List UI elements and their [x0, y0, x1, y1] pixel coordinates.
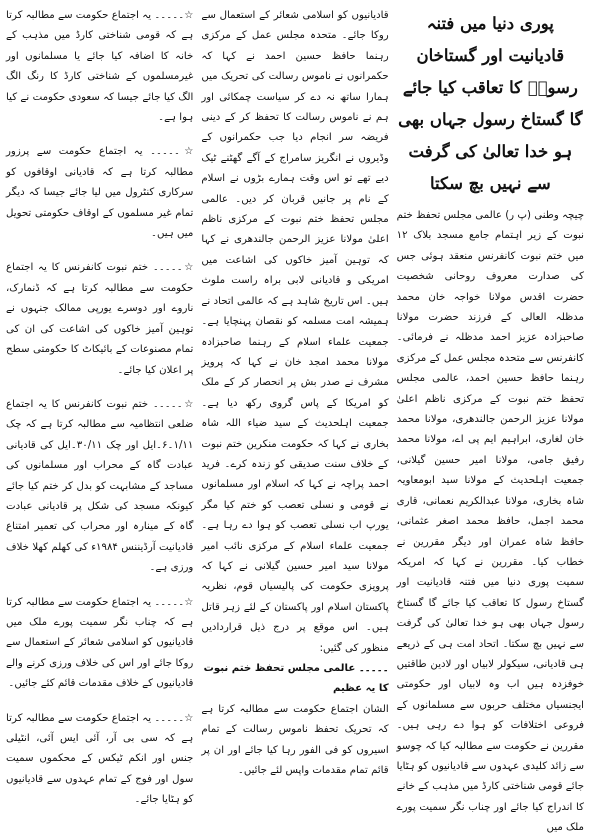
demand-item	[6, 258, 193, 380]
middle-column-body: قادیانیوں کو اسلامی شعائر کے استعمال سے روکا جائے۔ متحدہ مجلس عمل کے مرکزی رہنما حافظ حسین احمد نے کہا کہ حکمرانوں نے ناموس رسالت کی تحریک میں ہمارا ساتھ نہ دے کر سیاست چمکائی اور ہم نے ناموس رسالت کا تحفظ کر کے دینی فریضہ سر انجام دیا جب حکمرانوں کے وڈیروں نے انگریز سامراج کے آگے گھٹنے ٹیک دیے تھے تو اس وقت ہمارے بڑوں نے اسلام کے نام پر جانیں قربان کر دیں۔ عالمی مجلس تحفظ ختم نبوت کے مرکزی ناظم اعلیٰ مولانا عزیز الرحمن جالندھری نے کہا کہ توہین آمیز خاکوں کی اشاعت میں امریکی و قادیانی لابی براہ راست ملوث ہیں۔ اس تاریخ شاہد ہے کہ عالمی اتحاد نے ہمیشہ امت مسلمہ کو نقصان پہنچایا ہے۔ جمعیت علماء اسلام کے رہنما صاحبزادہ مولانا محمد امجد خان نے کہا کہ پرویز مشرف نے صدر بش پر انحصار کر کے ملک کو امریکا کے پاس گروی رکھ دیا ہے۔ جمعیت اہلحدیث کے سید ضیاء اللہ شاہ بخاری نے کہا کہ حکومت منکرین ختم نبوت کے خلاف سنت صدیقی کو زندہ کرے۔ فرید احمد پراچہ نے کہا کہ اسلام اور مسلمانوں نے قومی و نسلی تعصب کو ختم کیا مگر یورپ اب نسلی تعصب کو ہوا دے رہا ہے۔ جمعیت علماء اسلام کے مرکزی نائب امیر مولانا سید امیر حسین گیلانی نے کہا کہ پرویزی حکومت کی پالیسیاں قوم، نظریہ پاکستان اسلام اور پاکستان کے لئے زہر قاتل ہیں۔ اس موقع پر درج ذیل قراردادیں منظور کی گئیں:	[201, 10, 389, 654]
demand-text: ☆۔۔۔۔۔ یہ اجتماع حکومت سے مطالبہ کرتا ہے کہ قومی شناختی کارڈ میں مذہب کے خانہ کا اضافہ کیا جائے یا مسلمانوں اور غیرمسلموں کے شناختی کارڈ کا رنگ الگ الگ کیا جائے جیسا کہ سعودی حکومت نے کیا ہوا ہے۔	[6, 10, 194, 124]
demand-text: ☆۔۔۔۔۔ ختم نبوت کانفرنس کا یہ اجتماع حکومت سے مطالبہ کرتا ہے کہ ڈنمارک، ناروے اور دوسرے یورپی ممالک جنہوں نے توہین آمیز خاکوں کی اشاعت کی ان کی تمام مصنوعات کے بائیکاٹ کا حکومتی سطح پر اعلان کیا جائے۔	[6, 262, 194, 376]
demand-item	[6, 395, 193, 579]
demand-text: ☆۔۔۔۔۔ یہ اجتماع حکومت سے مطالبہ کرتا ہے کہ سی بی آر، آئی ایس آئی، انٹیلی جنس اور انکم ٹیکس کے محکموں سمیت سول اور فوج کے تمام عہدوں سے قادیانیوں کو ہٹایا جائے۔	[6, 712, 194, 806]
demand-text: ☆۔۔۔۔۔ ختم نبوت کانفرنس کا یہ اجتماع ضلعی انتظامیہ سے مطالبہ کرتا ہے کہ چک ۱/۱۱۔۶۔ایل اور چک ۳۰/۱۱۔ایل کی قادیانی عبادت گاہ کے محراب اور مسلمانوں کی مساجد کے مشابہت کو بدل کر ختم کیا جائے کیونکہ مسجد کی شکل پر قادیانی عبادت گاہ کے مینارہ اور محراب کی تعمیر امتناع قادیانیت آرڈیننس ۱۹۸۴ء کی کھلم کھلا خلاف ورزی ہے۔	[6, 398, 194, 574]
demand-item	[6, 142, 193, 244]
resolution-heading: ۔۔۔۔۔ عالمی مجلس تحفظ ختم نبوت کا یہ عظیم	[203, 663, 389, 695]
demand-text: ☆۔۔۔۔۔ یہ اجتماع حکومت سے مطالبہ کرتا ہے کہ چناب نگر سمیت پورے ملک میں قادیانیوں کو اسلامی شعائر کے استعمال سے روکا جائے اور اس کی خلاف ورزی کرنے والے قادیانیوں کے خلاف مقدمات قائم کئے جائیں۔	[6, 596, 194, 690]
demand-item	[6, 593, 193, 695]
right-column-body: چیچہ وطنی (پ ر) عالمی مجلس تحفظ ختم نبوت کے زیر اہتمام جامع مسجد بلاک ۱۲ میں ختم نبوت کانفرنس منعقد ہوئی جس کی صدارت معروف روحانی شخصیت حضرت اقدس مولانا خواجہ خان محمد مدظلہ العالی کے فرزند حضرت مولانا صاحبزادہ عزیز احمد مدظلہ نے فرمائی۔ کانفرنس سے متحدہ مجلس عمل کے مرکزی رہنما حافظ حسین احمد، عالمی مجلس تحفظ ختم نبوت کے مرکزی ناظم اعلیٰ مولانا عزیز الرحمن جالندھری، مولانا محمد خان لغاری، ابراہیم ایم پی اے، مولانا محمد رفیق جامی، مولانا امیر حسین گیلانی، جمعیت اہلحدیث کے مولانا سید ابومعاویہ شاہ بخاری، مولانا عبدالکریم نعمانی، قاری محمد اجمل، حافظ محمد اصغر عثمانی، حافظ شاہ عمران اور دیگر مقررین نے خطاب کیا۔ مقررین نے کہا کہ امریکہ سمیت پوری دنیا میں فتنہ قادیانیت اور گستاخ رسول کا تعاقب کیا جائے گا گستاخ رسول جہاں بھی ہو خدا تعالیٰ کی گرفت سے نہیں بچ سکتا۔ اتحاد امت ہی کے ذریعے ہی قادیانی، سیکولر لابیاں اور لادین طاقتیں خوفزدہ ہیں اب وہ لابیاں اور حکومتی ایجنسیاں مختلف حربوں سے مسلمانوں کے فروعی اختلافات کو ہوا دے رہی ہیں۔ مقررین نے حکومت سے مطالبہ کیا کہ چوسو سے زائد کلیدی عہدوں سے قادیانیوں کو ہٹایا جائے قومی شناختی کارڈ میں مذہب کے خانے کا اندراج کیا جائے اور چناب نگر سمیت پورے ملک میں	[396, 210, 584, 834]
middle-column	[201, 6, 389, 777]
headline: پوری دنیا میں فتنہ قادیانیت اور گستاخان رسولؐ کا تعاقب کیا جائے گا گستاخ رسول جہاں بھی ہو خدا تعالیٰ کی گرفت سے نہیں بچ سکتا	[398, 14, 583, 193]
demand-item	[6, 709, 193, 811]
right-column	[396, 6, 584, 834]
left-column	[6, 6, 194, 806]
demand-text: ☆۔۔۔۔۔ یہ اجتماع حکومت سے پرزور مطالبہ کرتا ہے کہ قادیانی اوقافوں کو سرکاری کنٹرول میں لیا جائے جیسا کہ دیگر تمام غیر مسلموں کے اوقاف حکومتی تحویل میں ہیں۔	[6, 146, 194, 240]
demand-item	[6, 6, 193, 128]
resolution-body: الشان اجتماع حکومت سے مطالبہ کرتا ہے کہ تحریک تحفظ ناموس رسالت کے تمام اسیروں کو فی الفور رہا کیا جائے اور ان پر قائم تمام مقدمات واپس لئے جائیں۔	[201, 703, 389, 777]
